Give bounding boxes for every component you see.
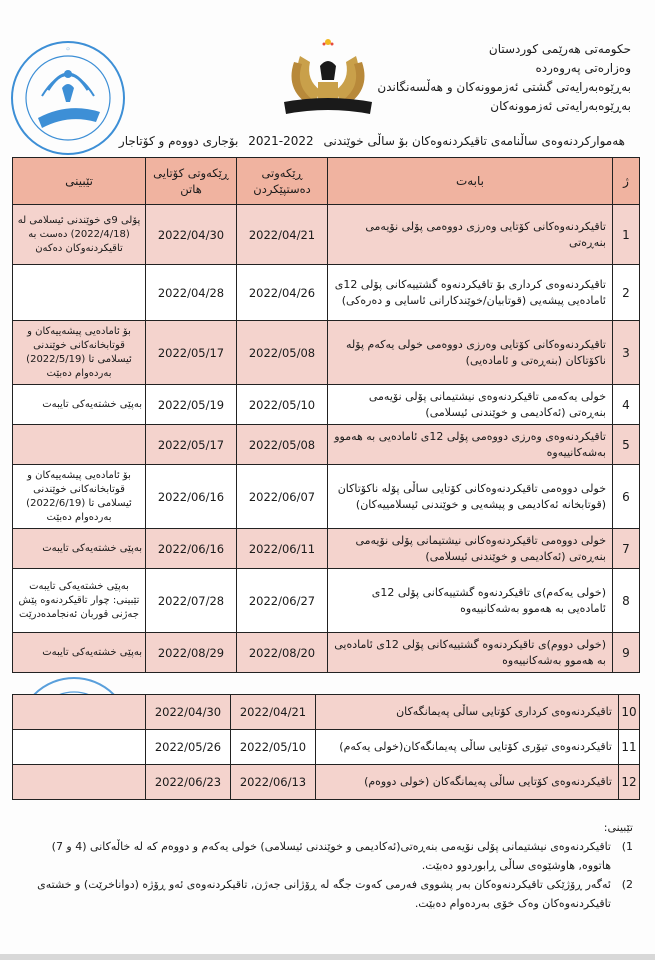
header-end: ڕێکەوتی کۆتایی هاتن	[146, 158, 237, 205]
row-start-date: 2022/08/20	[237, 633, 328, 673]
row-number: 11	[619, 730, 640, 765]
row-note: بەپێی خشتەیەکی تایبەت	[13, 633, 146, 673]
table-header-row	[13, 158, 640, 205]
row-number: 8	[613, 569, 640, 633]
row-note: بۆ ئامادەیی پیشەییەکان و قوتابخانەکانی خوێندنی ئیسلامی تا (2022/6/19) بەردەوام دەبێت	[13, 465, 146, 529]
row-note: بەپێی خشتەیەکی تایبەت	[13, 385, 146, 425]
bottom-bar	[0, 954, 655, 960]
row-start-date: 2022/04/21	[231, 695, 316, 730]
document-title	[110, 134, 625, 148]
row-note: بەپێی خشتەیەکی تایبەت تێبینی: چوار تاقیکردنەوە پێش جەژنی قوربان ئەنجامدەدرێت	[13, 569, 146, 633]
row-start-date: 2022/06/07	[237, 465, 328, 529]
header-line: بەڕێوەبەرایەتی گشتی ئەزموونەکان و هەڵسەنگاندن	[377, 80, 631, 94]
table-row	[13, 425, 640, 465]
row-subject: خولی دووەمی تاقیکردنەوەکانی نیشتیمانی پۆلی نۆیەمی بنەڕەتی (ئەکادیمی و خوێندنی ئیسلامی)	[328, 529, 613, 569]
svg-text:۞: ۞	[66, 45, 70, 52]
row-subject: خولی یەکەمی تاقیکردنەوەی نیشتیمانی پۆلی نۆیەمی بنەڕەتی (ئەکادیمی و خوێندنی ئیسلامی)	[328, 385, 613, 425]
note-item	[30, 837, 633, 875]
row-end-date: 2022/05/19	[146, 385, 237, 425]
row-start-date: 2022/05/10	[237, 385, 328, 425]
row-end-date: 2022/04/28	[146, 265, 237, 321]
row-note	[13, 425, 146, 465]
row-start-date: 2022/05/10	[231, 730, 316, 765]
note-text: تاقیکردنەوەی نیشتیمانی پۆلی نۆیەمی بنەڕەتی(ئەکادیمی و خوێندنی ئیسلامی) خولی یەکەم و دووەم کە لە خاڵەکانی (4 و 7) هاتووە, هاوشێوەی ساڵی ڕابوردوو دەبێت.	[51, 840, 611, 872]
row-subject: تاقیکردنەوەکانی کۆتایی وەرزی دووەمی پۆلی نۆیەمی بنەڕەتی	[328, 205, 613, 265]
row-start-date: 2022/06/13	[231, 765, 316, 800]
row-end-date: 2022/04/30	[146, 205, 237, 265]
row-number: 9	[613, 633, 640, 673]
note-item	[30, 875, 633, 913]
row-subject: تاقیکردنەوەی کۆتایی ساڵی پەیمانگەکان (خولی دووەم)	[316, 765, 619, 800]
row-start-date: 2022/04/21	[237, 205, 328, 265]
row-end-date: 2022/07/28	[146, 569, 237, 633]
table-row	[13, 633, 640, 673]
row-note: بۆ ئامادەیی پیشەییەکان و قوتابخانەکانی خوێندنی ئیسلامی تا (2022/5/19) بەردەوام دەبێت	[13, 321, 146, 385]
row-number: 1	[613, 205, 640, 265]
row-start-date: 2022/05/08	[237, 425, 328, 465]
note-number: 2)	[621, 878, 633, 891]
table-row	[13, 385, 640, 425]
table-row	[13, 465, 640, 529]
row-number: 12	[619, 765, 640, 800]
table-row	[13, 265, 640, 321]
row-number: 10	[619, 695, 640, 730]
note-number: 1)	[621, 840, 633, 853]
header-line: حکومەتی هەرێمی کوردستان	[488, 42, 631, 56]
exam-schedule-table	[12, 157, 640, 673]
table-row	[13, 321, 640, 385]
row-subject: (خولی دووم)ی تاقیکردنەوە گشتییەکانی پۆلی 12ی ئامادەیی بە هەموو بەشەکانییەوە	[328, 633, 613, 673]
note-text: ئەگەر ڕۆژێکی تاقیکردنەوەکان بەر پشووی فەرمی کەوت جگە لە ڕۆژانی جەژن, تاقیکردنەوەی ئەو ڕۆژە (دواناخرێت) و خشتەی تاقیکردنەوەکان وەک خۆی بەردەوام دەبێت.	[37, 878, 611, 910]
header-line: بەڕێوەبەرایەتی ئەزموونەکان	[490, 99, 631, 113]
row-number: 4	[613, 385, 640, 425]
row-number: 2	[613, 265, 640, 321]
row-start-date: 2022/06/27	[237, 569, 328, 633]
row-subject: تاقیکردنەوەی تیۆری کۆتایی ساڵی پەیمانگەکان(خولی یەکەم)	[316, 730, 619, 765]
title-year: 2022-2021	[248, 134, 314, 148]
title-term: بۆجاری دووەم و کۆتاجار	[118, 134, 239, 148]
header-num: ژ	[613, 158, 640, 205]
row-start-date: 2022/05/08	[237, 321, 328, 385]
row-subject: (خولی یەکەم)ی تاقیکردنەوە گشتییەکانی پۆلی 12ی ئامادەیی بە هەموو بەشەکانییەوە	[328, 569, 613, 633]
row-end-date: 2022/06/16	[146, 465, 237, 529]
row-note	[13, 730, 146, 765]
row-end-date: 2022/05/17	[146, 425, 237, 465]
row-subject: تاقیکردنەوەی کرداری کۆتایی ساڵی پەیمانگەکان	[316, 695, 619, 730]
row-number: 6	[613, 465, 640, 529]
row-start-date: 2022/06/11	[237, 529, 328, 569]
row-end-date: 2022/06/16	[146, 529, 237, 569]
row-subject: تاقیکردنەوەکانی کۆتایی وەرزی دووەمی خولی یەکەم پۆلە ناکۆتاکان (بنەڕەتی و ئامادەیی)	[328, 321, 613, 385]
ministry-header	[371, 40, 631, 116]
table-row	[13, 569, 640, 633]
table-row	[13, 205, 640, 265]
row-note	[13, 265, 146, 321]
row-end-date: 2022/08/29	[146, 633, 237, 673]
row-subject: خولی دووەمی تاقیکردنەوەکانی کۆتایی ساڵی پۆلە ناکۆتاکان (قوتابخانە ئەکادیمی و پیشەیی و خوێندنی ئیسلامییەکان)	[328, 465, 613, 529]
row-number: 3	[613, 321, 640, 385]
table-row	[13, 765, 640, 800]
table-row	[13, 730, 640, 765]
notes-section	[30, 818, 633, 913]
header-line: وەزارەتی پەروەردە	[535, 61, 631, 75]
row-subject: تاقیکردنەوەی وەرزی دووەمی پۆلی 12ی ئامادەیی بە هەموو بەشەکانییەوە	[328, 425, 613, 465]
header-subject: بابەت	[328, 158, 613, 205]
row-number: 5	[613, 425, 640, 465]
table-row	[13, 529, 640, 569]
row-note	[13, 695, 146, 730]
title-main: هەموارکردنەوەی ساڵنامەی تاقیکردنەوەکان بۆ ساڵی خوێندنی	[323, 134, 625, 148]
row-end-date: 2022/05/26	[146, 730, 231, 765]
notes-heading: تێبینی:	[603, 821, 633, 834]
row-note	[13, 765, 146, 800]
header-note: تێبینی	[13, 158, 146, 205]
institutes-schedule-table	[12, 694, 640, 800]
row-note: پۆلی 9ی خوێندنی ئیسلامی لە (2022/4/18) دەست بە تاقیکردنەوکان دەکەن	[13, 205, 146, 265]
row-end-date: 2022/05/17	[146, 321, 237, 385]
row-start-date: 2022/04/26	[237, 265, 328, 321]
row-subject: تاقیکردنەوەی کرداری بۆ تاقیکردنەوە گشتییەکانی پۆلی 12ی ئامادەیی پیشەیی (قوتابیان/خوێندکارانی ئاسایی و دەرەکی)	[328, 265, 613, 321]
header-start: ڕێکەوتی دەستپێکردن	[237, 158, 328, 205]
row-end-date: 2022/04/30	[146, 695, 231, 730]
row-end-date: 2022/06/23	[146, 765, 231, 800]
row-note: بەپێی خشتەیەکی تایبەت	[13, 529, 146, 569]
kurdistan-emblem	[280, 36, 376, 122]
table-row	[13, 695, 640, 730]
row-number: 7	[613, 529, 640, 569]
